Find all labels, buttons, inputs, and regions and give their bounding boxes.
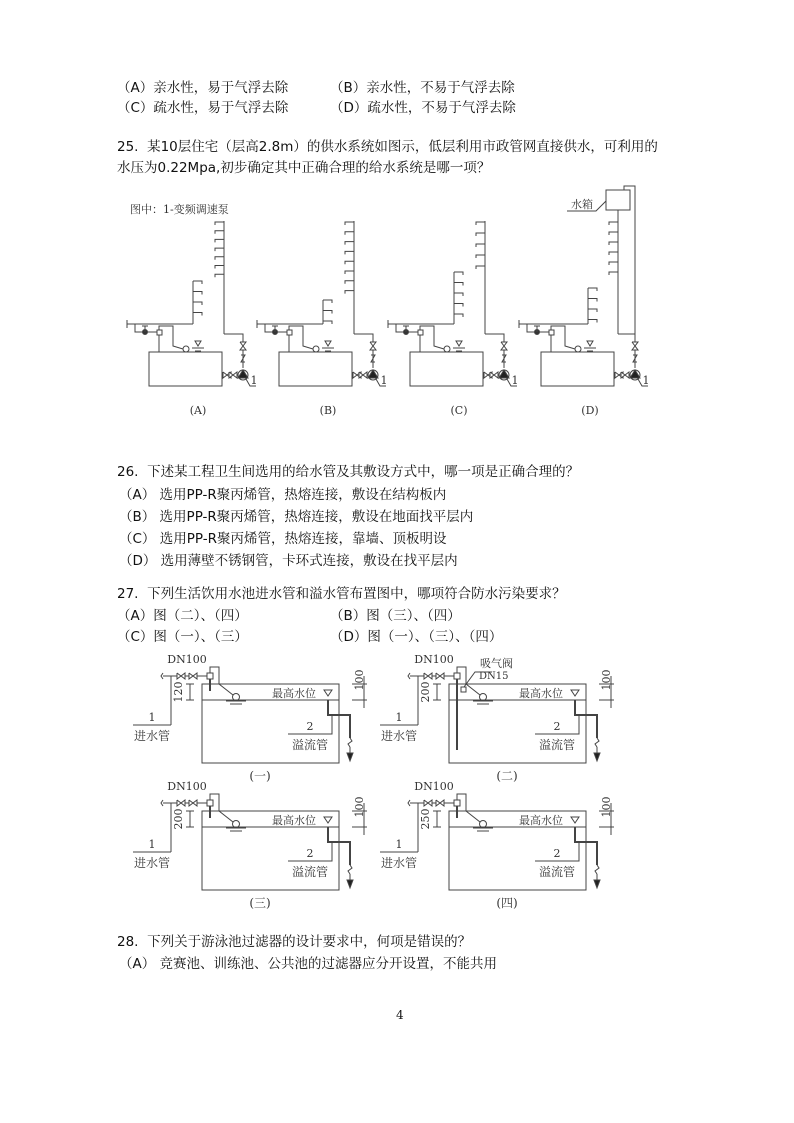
overflow-label: 溢流管 xyxy=(538,738,576,752)
fixture-branch xyxy=(193,313,202,316)
inlet-dim-label: 200 xyxy=(172,808,185,830)
pump-number-label: 1 xyxy=(380,374,388,387)
air-valve-icon xyxy=(461,687,466,692)
storage-tank xyxy=(410,352,483,386)
q27-figure xyxy=(133,653,614,910)
water-level-icon xyxy=(324,817,332,823)
float-ball-icon xyxy=(233,821,240,828)
tank-panel-3 xyxy=(133,780,367,910)
valve-icon xyxy=(501,342,507,350)
valve-icon xyxy=(436,673,444,679)
roof-tank-label: 水箱 xyxy=(571,198,593,211)
pump-discharge xyxy=(485,334,504,368)
valve-icon xyxy=(189,800,197,806)
float-arm xyxy=(210,794,233,822)
fixture-branch xyxy=(609,242,618,245)
valve-icon xyxy=(189,673,197,679)
water-supply-panel-d xyxy=(519,186,650,417)
fixture-branch xyxy=(609,222,618,225)
float-valve-icon xyxy=(454,673,460,679)
overflow-number-label: 2 xyxy=(553,847,561,860)
valve-icon xyxy=(240,342,246,350)
overflow-dim-label: 100 xyxy=(600,669,613,691)
pipe-break xyxy=(161,800,163,806)
panel-label: (D) xyxy=(581,404,599,417)
q25-figure xyxy=(127,186,650,417)
fixture-branch xyxy=(609,262,618,265)
float-valve-icon xyxy=(287,330,292,335)
fixture-branch xyxy=(345,251,354,254)
water-level-icon xyxy=(324,690,332,696)
inlet-size-label: DN100 xyxy=(167,653,207,666)
float-arm xyxy=(210,667,233,695)
float-ball-icon xyxy=(575,346,581,352)
float-ball-icon xyxy=(233,694,240,701)
float-valve-icon xyxy=(157,330,162,335)
fixture-branch xyxy=(588,309,597,312)
fixture-branch xyxy=(588,320,597,323)
fixture-branch xyxy=(454,314,463,317)
q27-option-a: （A）图（二）、（四） xyxy=(117,608,248,624)
valve-icon xyxy=(177,800,185,806)
valve-icon xyxy=(490,372,498,378)
q24-option-c: （C）疏水性，易于气浮去除 xyxy=(117,100,289,116)
panel-label: (C) xyxy=(450,404,468,417)
fixture-branch xyxy=(215,222,224,225)
fixture-branch xyxy=(345,222,354,225)
max-level-label: 最高水位 xyxy=(272,814,316,827)
inlet-number-label: 1 xyxy=(395,838,403,851)
q25-text-1: 某10层住宅（层高2.8m）的供水系统如图示，低层利用市政管网直接供水，可利用的 xyxy=(147,139,658,155)
fixture-branch xyxy=(345,242,354,245)
fixture-branch xyxy=(215,257,224,260)
valve-icon xyxy=(621,372,629,378)
valve-icon xyxy=(424,673,432,679)
water-level-icon xyxy=(571,690,579,696)
storage-tank xyxy=(541,352,614,386)
inlet-label: 进水管 xyxy=(380,856,418,870)
inlet-number-label: 1 xyxy=(148,838,156,851)
water-level-icon xyxy=(195,341,201,346)
float-arm xyxy=(159,326,183,349)
valve-icon xyxy=(177,673,185,679)
fixture-branch xyxy=(345,291,354,294)
max-level-label: 最高水位 xyxy=(272,687,316,700)
pipe-break xyxy=(408,800,410,806)
float-valve-icon xyxy=(207,800,213,806)
water-supply-panel-c xyxy=(388,221,519,417)
q26-text: 下述某工程卫生间选用的给水管及其敷设方式中，哪一项是正确合理的？ xyxy=(147,464,580,480)
fixture-branch xyxy=(345,271,354,274)
q27-text: 下列生活饮用水池进水管和溢水管布置图中，哪项符合防水污染要求？ xyxy=(147,586,566,602)
fixture-branch xyxy=(323,321,332,324)
fixture-branch xyxy=(454,272,463,275)
pump-discharge xyxy=(224,334,243,368)
q26-number: 26. xyxy=(117,464,139,480)
panel-label: (三) xyxy=(249,896,271,910)
inlet-size-label: DN100 xyxy=(414,653,454,666)
valve-icon xyxy=(229,372,237,378)
float-arm xyxy=(551,326,575,349)
figure-legend: 图中：1-变频调速泵 xyxy=(130,203,229,216)
float-arm xyxy=(289,326,313,349)
fixture-branch xyxy=(323,311,332,314)
overflow-dim-label: 100 xyxy=(600,796,613,818)
water-supply-panel-b xyxy=(257,221,388,417)
valve-icon xyxy=(359,372,367,378)
storage-tank xyxy=(279,352,352,386)
roof-tank xyxy=(606,190,630,210)
air-valve-label: 吸气阀 xyxy=(480,657,513,670)
q27-option-c: （C）图（一）、（三） xyxy=(117,629,248,645)
fixture-branch xyxy=(609,252,618,255)
fixture-branch xyxy=(215,266,224,269)
overflow-number-label: 2 xyxy=(306,720,314,733)
valve-icon xyxy=(436,800,444,806)
overflow-number-label: 2 xyxy=(553,720,561,733)
q28-option-a: （A） 竞赛池、训练池、公共池的过滤器应分开设置，不能共用 xyxy=(119,956,498,972)
fixture-branch xyxy=(476,255,485,258)
water-level-icon xyxy=(571,817,579,823)
float-ball-icon xyxy=(480,821,487,828)
pipe-break xyxy=(348,738,352,747)
inlet-label: 进水管 xyxy=(133,856,171,870)
arrow-down-icon xyxy=(347,880,353,888)
q25-number: 25. xyxy=(117,139,139,155)
fixture-branch xyxy=(345,281,354,284)
page-number: 4 xyxy=(396,1008,404,1022)
float-valve-icon xyxy=(549,330,554,335)
valve-icon xyxy=(632,342,638,350)
pump-number-label: 1 xyxy=(642,374,650,387)
inlet-dim-label: 250 xyxy=(419,808,432,830)
q28-text: 下列关于游泳池过滤器的设计要求中，何项是错误的？ xyxy=(147,934,472,950)
fixture-branch xyxy=(193,292,202,295)
q26-option-c: （C） 选用PP-R聚丙烯管，热熔连接，靠墙、顶板明设 xyxy=(119,531,447,547)
inlet-size-label: DN100 xyxy=(167,780,207,793)
fixture-branch xyxy=(588,299,597,302)
inlet-label: 进水管 xyxy=(133,729,171,743)
overflow-number-label: 2 xyxy=(306,847,314,860)
pump-discharge xyxy=(354,334,373,368)
fixture-branch xyxy=(215,248,224,251)
q28-number: 28. xyxy=(117,934,139,950)
inlet-size-label: DN100 xyxy=(414,780,454,793)
pipe-break xyxy=(348,865,352,874)
q25-text-2: 水压为0.22Mpa,初步确定其中正确合理的给水系统是哪一项？ xyxy=(117,160,491,176)
fixture-branch xyxy=(215,231,224,234)
water-supply-panel-a xyxy=(127,221,258,417)
tank-panel-1 xyxy=(133,653,367,783)
overflow-label: 溢流管 xyxy=(291,738,329,752)
pump-number-label: 1 xyxy=(511,374,519,387)
arrow-down-icon xyxy=(347,753,353,761)
float-ball-icon xyxy=(313,346,319,352)
pipe-break xyxy=(161,673,163,679)
inlet-number-label: 1 xyxy=(148,711,156,724)
float-valve-icon xyxy=(454,800,460,806)
pump-number-label: 1 xyxy=(250,374,258,387)
fixture-branch xyxy=(323,300,332,303)
valve-icon xyxy=(370,342,376,350)
panel-label: (四) xyxy=(496,896,518,910)
float-ball-icon xyxy=(444,346,450,352)
q27-number: 27. xyxy=(117,586,139,602)
overflow-dim-label: 100 xyxy=(353,669,366,691)
inlet-number-label: 1 xyxy=(395,711,403,724)
float-arm xyxy=(420,326,444,349)
q24-option-a: （A）亲水性，易于气浮去除 xyxy=(117,80,289,96)
fixture-branch xyxy=(609,232,618,235)
panel-label: (B) xyxy=(319,404,337,417)
q27-option-b: （B）图（三）、（四） xyxy=(330,608,461,624)
fixture-branch xyxy=(476,244,485,247)
pipe-break xyxy=(595,738,599,747)
q24-option-d: （D）疏水性，不易于气浮去除 xyxy=(330,100,516,116)
fixture-branch xyxy=(476,266,485,269)
overflow-dim-label: 100 xyxy=(353,796,366,818)
fixture-branch xyxy=(454,283,463,286)
q27-option-d: （D）图（一）、（三）、（四） xyxy=(330,629,503,645)
air-valve-size-label: DN15 xyxy=(479,671,509,682)
water-level-icon xyxy=(587,341,593,346)
pipe-break xyxy=(595,865,599,874)
q24-option-b: （B）亲水性，不易于气浮去除 xyxy=(330,80,515,96)
fixture-branch xyxy=(345,232,354,235)
float-ball-icon xyxy=(480,694,487,701)
panel-label: (一) xyxy=(249,769,271,783)
fixture-branch xyxy=(345,261,354,264)
float-arm xyxy=(457,794,480,822)
tank-panel-4 xyxy=(380,780,614,910)
fixture-branch xyxy=(476,222,485,225)
float-ball-icon xyxy=(183,346,189,352)
max-level-label: 最高水位 xyxy=(519,814,563,827)
inlet-label: 进水管 xyxy=(380,729,418,743)
water-level-icon xyxy=(456,341,462,346)
water-level-icon xyxy=(325,341,331,346)
q26-option-d: （D） 选用薄壁不锈钢管，卡环式连接，敷设在找平层内 xyxy=(119,553,458,569)
overflow-label: 溢流管 xyxy=(538,865,576,879)
storage-tank xyxy=(149,352,222,386)
inlet-dim-label: 120 xyxy=(172,681,185,703)
panel-label: (A) xyxy=(189,404,207,417)
q26-option-b: （B） 选用PP-R聚丙烯管，热熔连接，敷设在地面找平层内 xyxy=(119,509,474,525)
fixture-branch xyxy=(215,274,224,277)
arrow-down-icon xyxy=(594,880,600,888)
fixture-branch xyxy=(215,239,224,242)
q26-option-a: （A） 选用PP-R聚丙烯管，热熔连接，敷设在结构板内 xyxy=(119,487,447,503)
fixture-branch xyxy=(588,288,597,291)
float-valve-icon xyxy=(207,673,213,679)
panel-label: (二) xyxy=(496,769,518,783)
fixture-branch xyxy=(193,302,202,305)
fixture-branch xyxy=(609,272,618,275)
arrow-down-icon xyxy=(594,753,600,761)
pump-discharge xyxy=(618,334,635,368)
fixture-branch xyxy=(476,233,485,236)
fixture-branch xyxy=(454,304,463,307)
overflow-label: 溢流管 xyxy=(291,865,329,879)
valve-icon xyxy=(424,800,432,806)
fixture-branch xyxy=(193,281,202,284)
max-level-label: 最高水位 xyxy=(519,687,563,700)
inlet-dim-label: 200 xyxy=(419,681,432,703)
fixture-branch xyxy=(454,293,463,296)
tank-panel-2 xyxy=(380,653,614,783)
float-valve-icon xyxy=(418,330,423,335)
pipe-break xyxy=(408,673,410,679)
